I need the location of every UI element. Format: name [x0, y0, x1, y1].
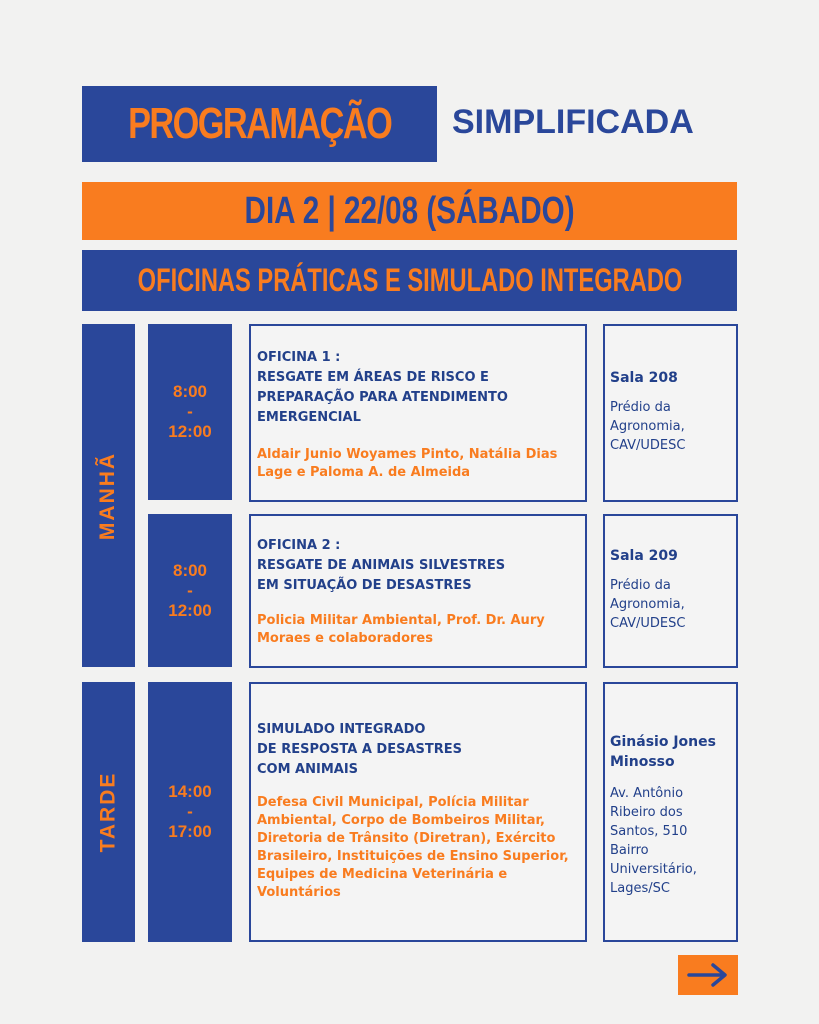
room-address: Prédio da Agronomia, CAV/UDESC — [610, 400, 686, 453]
time-separator: - — [187, 402, 193, 421]
event-people: Defesa Civil Municipal, Polícia Militar Ambiental, Corpo de Bombeiros Militar, Diretoria de Trânsito (Diretran), Exército Brasileiro, Instituições de Ensino Superior, Equipes de Medicina Veterinária e Voluntários — [257, 795, 569, 900]
day-banner — [82, 182, 737, 240]
location-card — [603, 324, 738, 502]
location-card — [603, 682, 738, 942]
event-people: Policia Militar Ambiental, Prof. Dr. Aury Moraes e colaboradores — [257, 613, 545, 646]
time-end: 12:00 — [168, 422, 212, 441]
time-end: 17:00 — [168, 822, 212, 841]
page-subtitle: SIMPLIFICADA — [452, 103, 694, 141]
period-afternoon — [82, 682, 135, 942]
room-address: Prédio da Agronomia, CAV/UDESC — [610, 578, 686, 631]
period-label: TARDE — [96, 771, 120, 853]
time-start: 8:00 — [172, 382, 208, 401]
event-title: RESGATE EM ÁREAS DE RISCO E PREPARAÇÃO PARA ATENDIMENTO EMERGENCIAL — [257, 370, 508, 425]
page-title: PROGRAMAÇÃO — [127, 99, 392, 148]
next-button[interactable] — [678, 955, 738, 995]
time-separator: - — [187, 580, 193, 600]
event-card — [249, 682, 587, 942]
event-heading: OFICINA 1 : — [257, 350, 341, 365]
event-heading: OFICINA 2 : — [257, 538, 341, 553]
time-slot — [148, 324, 232, 500]
room-address: Av. Antônio Ribeiro dos Santos, 510 Bairro Universitário, Lages/SC — [610, 786, 697, 896]
section-banner — [82, 250, 737, 311]
room-name: Ginásio Jones Minosso — [610, 734, 716, 770]
period-label: MANHÃ — [96, 451, 120, 540]
event-card — [249, 514, 587, 668]
time-start: 14:00 — [168, 782, 212, 801]
period-morning — [82, 324, 135, 667]
event-heading: SIMULADO INTEGRADO — [257, 722, 426, 737]
time-separator: - — [187, 802, 193, 821]
room-name: Sala 209 — [610, 548, 678, 564]
room-name: Sala 208 — [610, 370, 678, 386]
day-label: DIA 2 | 22/08 (SÁBADO) — [244, 189, 575, 232]
event-people: Aldair Junio Woyames Pinto, Natália Dias Lage e Paloma A. de Almeida — [257, 447, 558, 480]
event-title: RESGATE DE ANIMAIS SILVESTRES EM SITUAÇÃO DE DESASTRES — [257, 558, 506, 593]
time-slot — [148, 514, 232, 667]
location-card — [603, 514, 738, 668]
time-start: 8:00 — [172, 560, 208, 580]
event-title: DE RESPOSTA A DESASTRES COM ANIMAIS — [257, 742, 463, 777]
arrow-right-icon — [686, 962, 730, 988]
section-label: OFICINAS PRÁTICAS E SIMULADO INTEGRADO — [137, 262, 682, 298]
time-slot — [148, 682, 232, 942]
time-end: 12:00 — [168, 600, 212, 620]
title-box — [82, 86, 437, 162]
event-card — [249, 324, 587, 502]
